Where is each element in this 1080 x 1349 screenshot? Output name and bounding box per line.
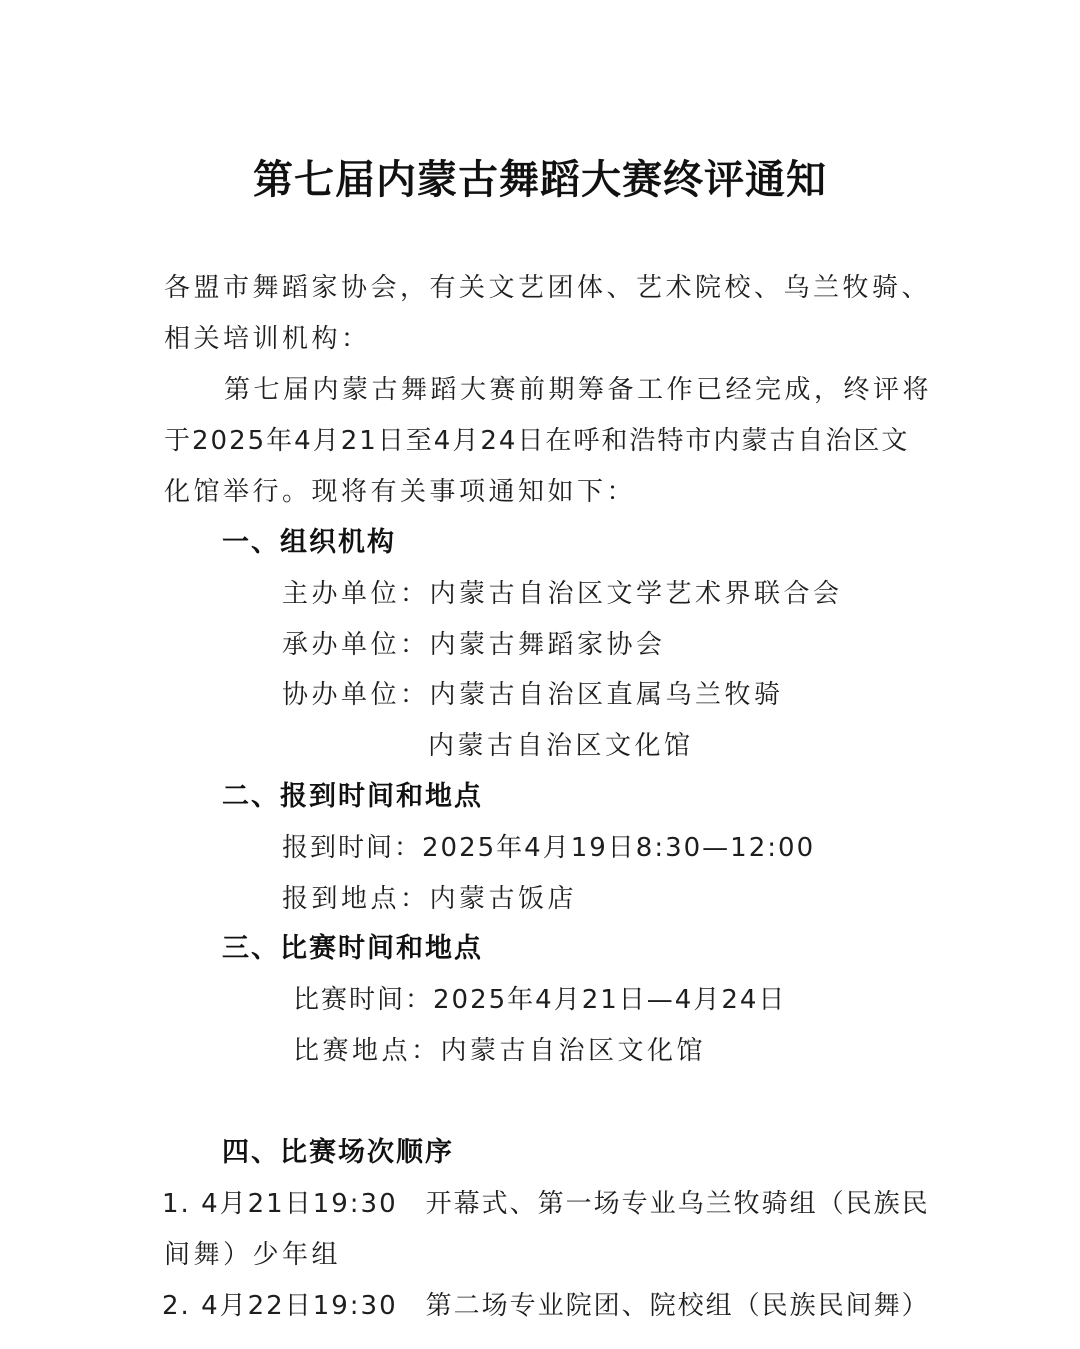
section-4-item-1: 1. 4月21日19:30 开幕式、第一场专业乌兰牧骑组（民族民 — [162, 1189, 930, 1219]
section-2-item-2: 报到地点：内蒙古饭店 — [282, 884, 578, 914]
document-title: 第七届内蒙古舞蹈大赛终评通知 — [253, 156, 827, 203]
section-1-item-3: 协办单位：内蒙古自治区直属乌兰牧骑 — [282, 680, 784, 710]
section-3-item-2: 比赛地点：内蒙古自治区文化馆 — [293, 1036, 707, 1066]
section-1-item-4: 内蒙古自治区文化馆 — [428, 731, 694, 761]
section-2-heading: 二、报到时间和地点 — [222, 781, 483, 812]
section-1-item-1: 主办单位：内蒙古自治区文学艺术界联合会 — [282, 579, 843, 609]
section-4-item-2: 2. 4月22日19:30 第二场专业院团、院校组（民族民间舞） — [162, 1291, 930, 1321]
salutation-line-1: 各盟市舞蹈家协会，有关文艺团体、艺术院校、乌兰牧骑、 — [164, 273, 932, 303]
intro-line-2: 于2025年4月21日至4月24日在呼和浩特市内蒙古自治区文 — [164, 426, 910, 456]
section-3-item-1: 比赛时间：2025年4月21日—4月24日 — [293, 985, 787, 1015]
section-1-item-2: 承办单位：内蒙古舞蹈家协会 — [282, 630, 666, 660]
section-4-item-1-continued: 间舞）少年组 — [164, 1240, 342, 1270]
salutation-line-2: 相关培训机构： — [164, 324, 371, 354]
section-4-heading: 四、比赛场次顺序 — [222, 1137, 454, 1168]
section-3-heading: 三、比赛时间和地点 — [222, 933, 483, 964]
section-1-heading: 一、组织机构 — [222, 527, 396, 558]
section-2-item-1: 报到时间：2025年4月19日8:30—12:00 — [282, 833, 816, 863]
intro-line-1: 第七届内蒙古舞蹈大赛前期筹备工作已经完成，终评将 — [224, 375, 933, 405]
intro-line-3: 化馆举行。现将有关事项通知如下： — [164, 477, 637, 507]
